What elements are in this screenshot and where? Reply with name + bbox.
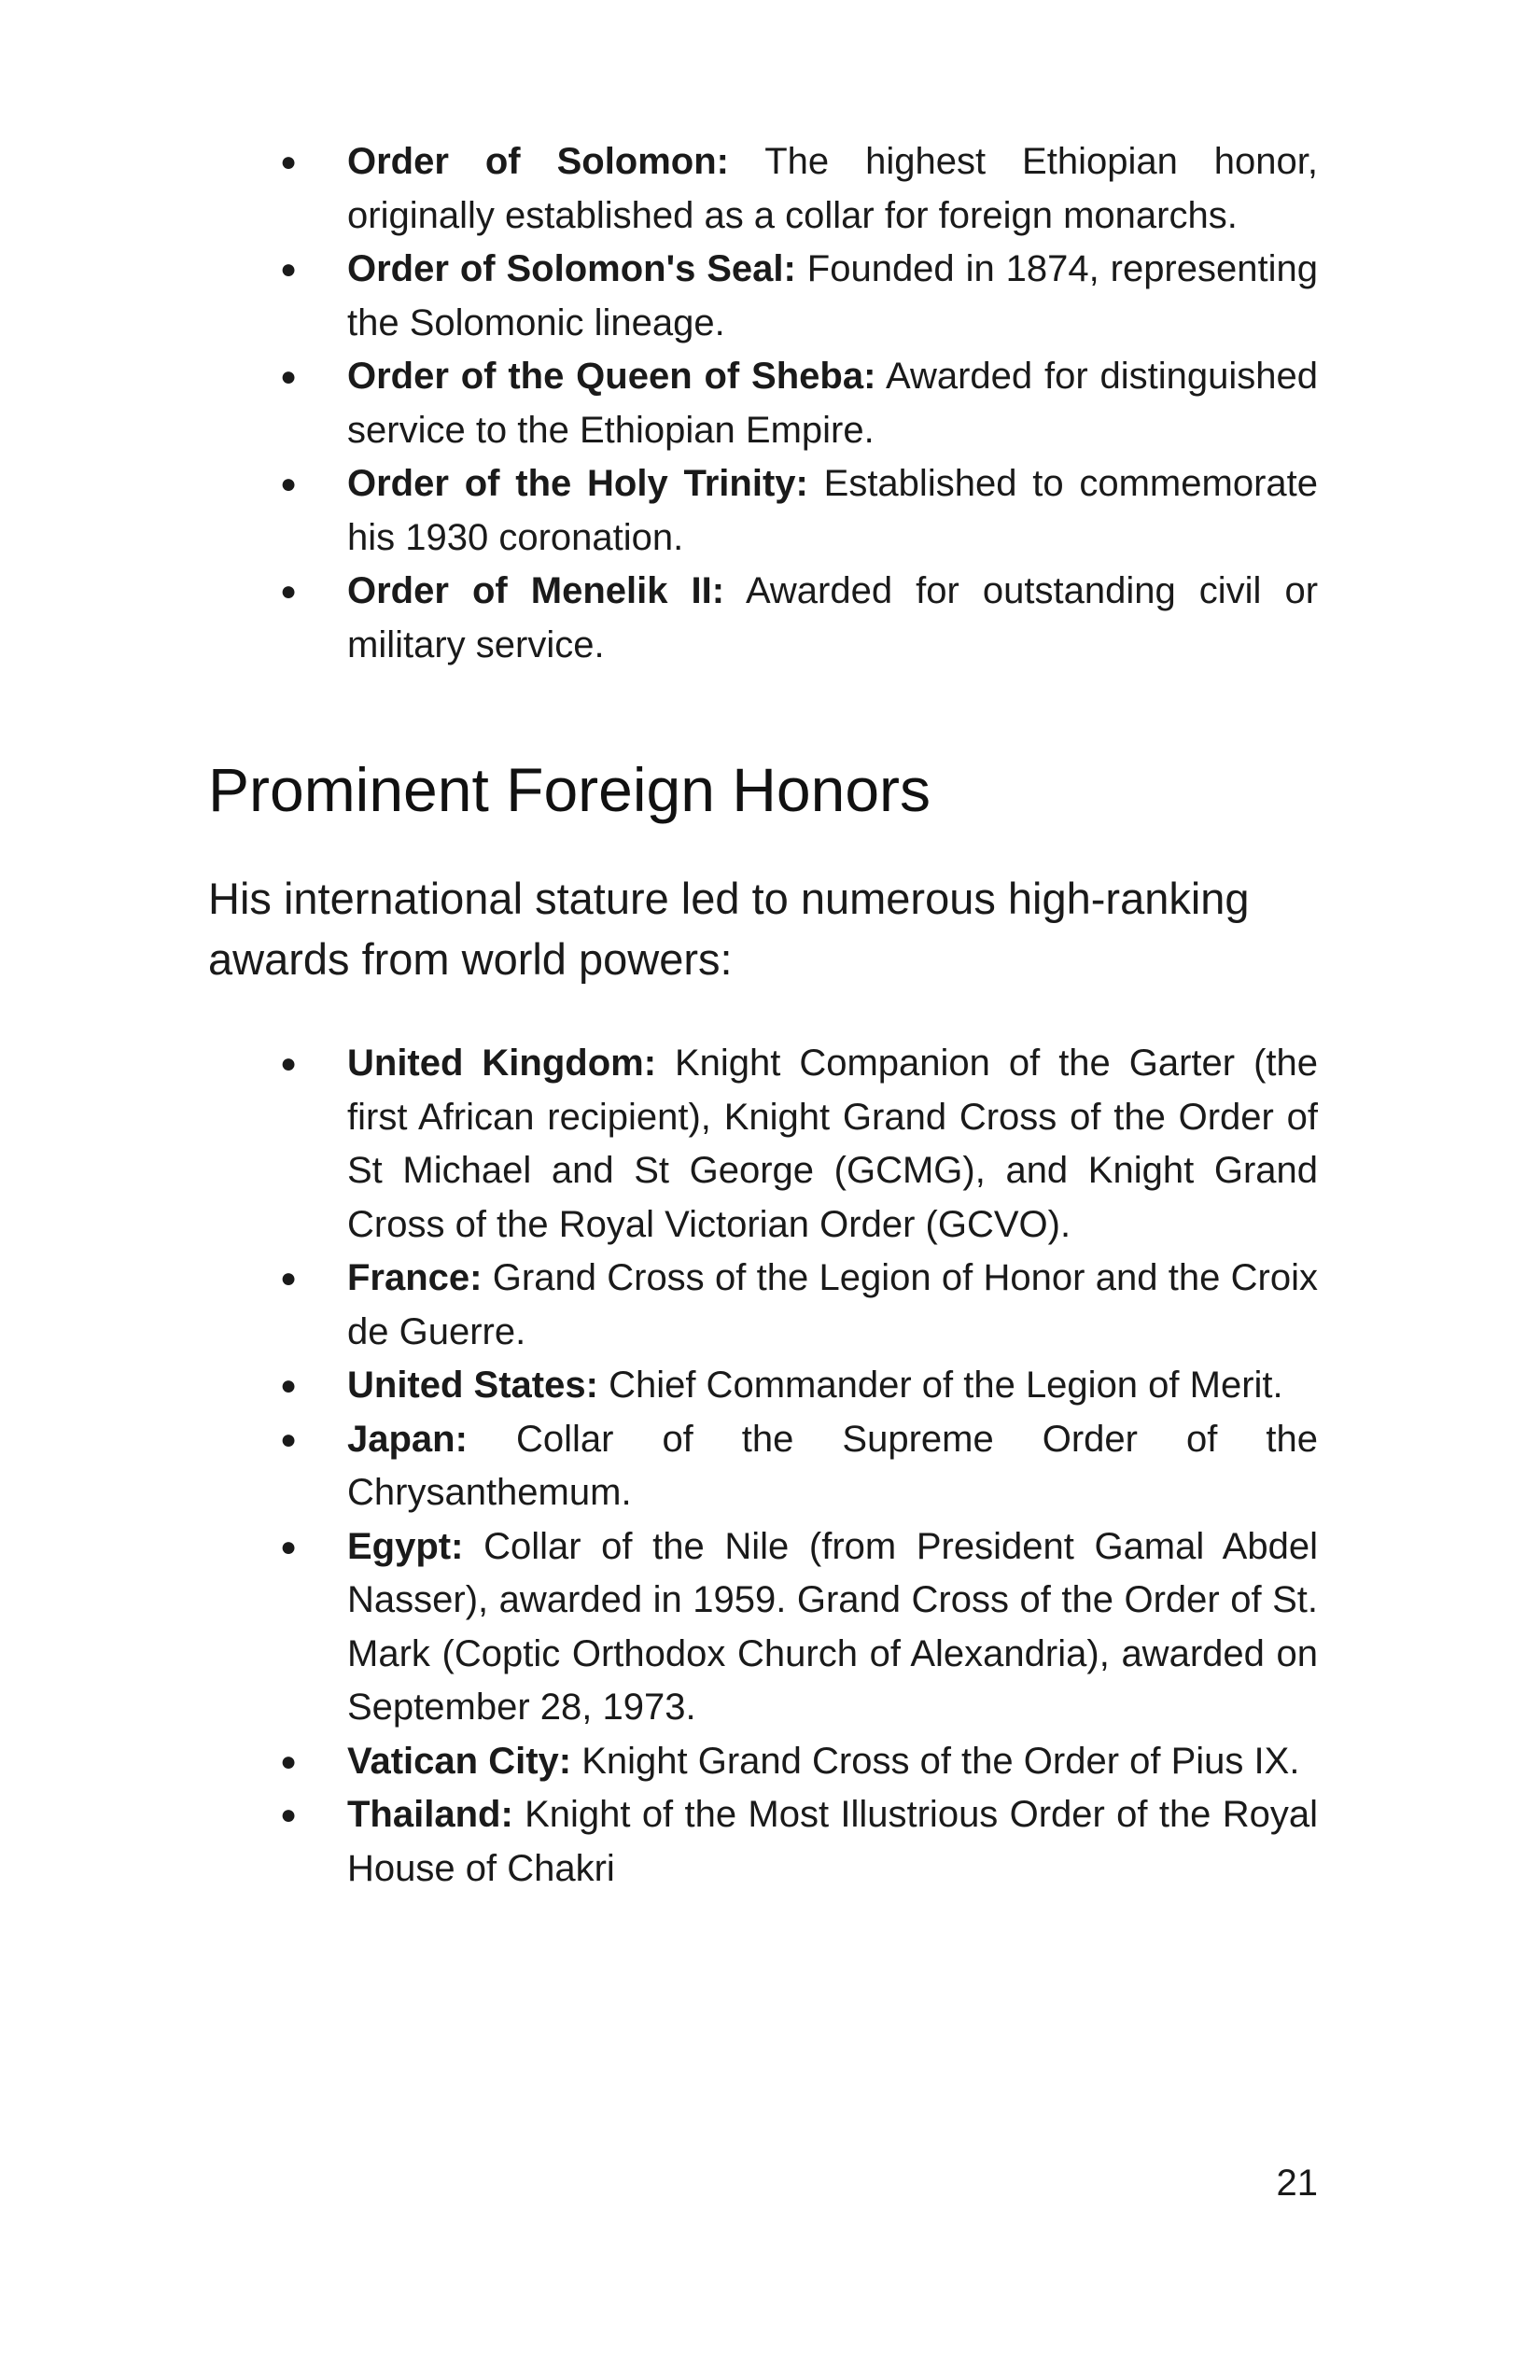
section-intro: His international stature led to numerous high-ranking awards from world powers: (208, 874, 1250, 984)
bullet-icon: ● (280, 1531, 298, 1562)
bullet-icon: ● (280, 147, 298, 177)
list-item-text: Knight Companion of the Garter (the first African recipient), Knight Grand Cross of the Order of St Michael and St George (GCMG), and Knight Grand Cross of the Royal Victorian Order (GCVO). (347, 1043, 1318, 1245)
list-item (280, 565, 1318, 672)
list-item-term: Japan: (347, 1418, 468, 1460)
bullet-icon: ● (280, 469, 298, 499)
bullet-icon: ● (280, 1263, 298, 1294)
list-item-text: Collar of the Supreme Order of the Chrysanthemum. (347, 1418, 1318, 1513)
list-item-term: United Kingdom: (347, 1043, 657, 1084)
bullet-icon: ● (280, 254, 298, 285)
list-item-term: Order of the Holy Trinity: (347, 463, 808, 504)
ethiopian-orders-list (280, 135, 1318, 672)
page-number: 21 (1276, 2163, 1318, 2204)
list-item-term: Order of Menelik II: (347, 570, 725, 611)
list-item-text: Awarded for distinguished service to the Ethiopian Empire. (347, 356, 1318, 451)
list-item (280, 350, 1318, 457)
list-item-term: France: (347, 1257, 483, 1298)
list-item-text: Knight of the Most Illustrious Order of the Royal House of Chakri (347, 1794, 1318, 1889)
list-item-text: Knight Grand Cross of the Order of Pius IX. (581, 1740, 1300, 1782)
list-item (280, 135, 1318, 243)
bullet-icon: ● (280, 1370, 298, 1401)
bullet-icon: ● (280, 576, 298, 607)
list-item (280, 1520, 1318, 1735)
list-item-term: Order of the Queen of Sheba: (347, 356, 876, 397)
list-item (280, 1037, 1318, 1252)
list-item-term: Thailand: (347, 1794, 513, 1835)
foreign-honors-list (280, 1037, 1318, 1896)
list-item (280, 1359, 1318, 1413)
section-heading: Prominent Foreign Honors (208, 755, 931, 824)
list-item (280, 1735, 1318, 1789)
list-item (280, 1252, 1318, 1359)
bullet-icon: ● (280, 1799, 298, 1830)
list-item-text: Awarded for outstanding civil or military service. (347, 570, 1319, 665)
bullet-icon: ● (280, 1423, 298, 1455)
list-item-text: The highest Ethiopian honor, originally established as a collar for foreign monarchs. (347, 141, 1318, 236)
list-item-term: United States: (347, 1365, 598, 1406)
list-item-text: Established to commemorate his 1930 coronation. (347, 463, 1318, 558)
list-item-term: Order of Solomon's Seal: (347, 248, 796, 289)
bullet-icon: ● (280, 1745, 298, 1777)
bullet-icon: ● (280, 1048, 298, 1079)
list-item (280, 243, 1318, 350)
list-item-term: Vatican City: (347, 1740, 572, 1782)
list-item-text: Collar of the Nile (from President Gamal Abdel Nasser), awarded in 1959. Grand Cross of the Order of St. Mark (Coptic Orthodox Church of Alexandria), awarded on September 28, 1973. (347, 1525, 1318, 1728)
list-item (280, 1788, 1318, 1896)
list-item-text: Grand Cross of the Legion of Honor and the Croix de Guerre. (347, 1257, 1318, 1352)
list-item-term: Order of Solomon: (347, 141, 729, 182)
list-item (280, 1413, 1318, 1520)
list-item-text: Founded in 1874, representing the Solomonic lineage. (347, 248, 1318, 343)
list-item-term: Egypt: (347, 1525, 464, 1567)
list-item (280, 457, 1318, 565)
bullet-icon: ● (280, 361, 298, 392)
list-item-text: Chief Commander of the Legion of Merit. (609, 1365, 1283, 1406)
